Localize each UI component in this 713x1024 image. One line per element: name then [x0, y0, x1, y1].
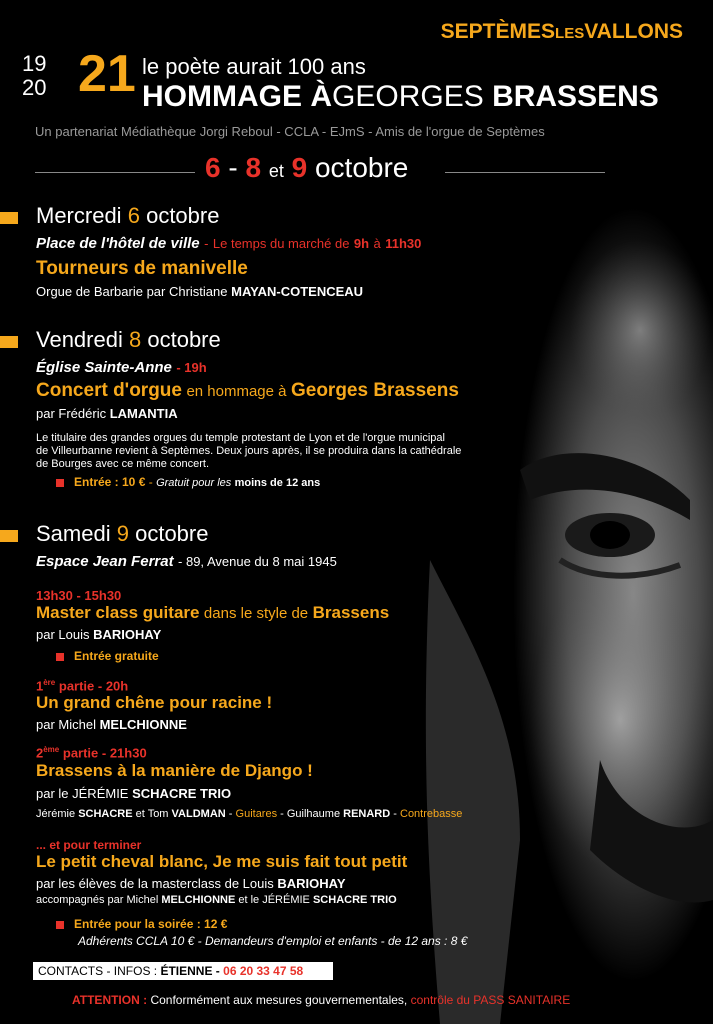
m1-pre: Jérémie — [36, 808, 76, 820]
p2-label-text: partie - 21h30 — [62, 745, 147, 761]
m-role2: Contrebasse — [400, 808, 463, 820]
attention-notice: Conformément aux mesures gouvernementales, — [150, 993, 408, 1007]
town-end: VALLONS — [584, 20, 683, 43]
attention-line — [72, 993, 570, 1007]
contact-name: ÉTIENNE - — [160, 964, 220, 978]
mc-title-line — [36, 603, 389, 623]
fri-entry-sep: - — [148, 475, 153, 489]
p1-by-name: MELCHIONNE — [99, 717, 187, 732]
title-hommage: HOMMAGE — [142, 80, 302, 113]
fri-description — [36, 432, 476, 471]
wed-place: Place de l'hôtel de ville — [36, 235, 200, 252]
p2-label — [36, 745, 147, 760]
p2-by-name: SCHACRE TRIO — [132, 786, 232, 801]
date-month: octobre — [314, 152, 409, 183]
town-start: SEPTÈMES — [440, 20, 556, 43]
year-top: 19 — [22, 51, 47, 76]
acc-name1: MELCHIONNE — [161, 894, 236, 906]
end-label: ... et pour terminer — [36, 838, 142, 852]
title-a: À — [310, 80, 333, 113]
m1-and: et Tom — [135, 808, 169, 820]
p1-by — [36, 717, 187, 732]
fri-by-name: LAMANTIA — [109, 406, 178, 421]
fri-free-pre: Gratuit pour les — [156, 477, 232, 489]
fri-place-line — [36, 359, 207, 377]
divider-left — [35, 172, 195, 173]
m-sep1: - — [228, 808, 233, 820]
sat-month: octobre — [135, 521, 209, 546]
wed-month: octobre — [146, 203, 220, 228]
fri-desc-1: Le titulaire des grandes orgues du temple protestant de Lyon et de l'orgue municipal — [36, 432, 445, 444]
fri-entry-price: Entrée : 10 € — [74, 475, 146, 489]
date-8: 8 — [245, 152, 262, 183]
fri-desc-3: de Bourges avec ce même concert. — [36, 458, 210, 470]
eve-entry — [56, 917, 227, 931]
contact-phone: 06 20 33 47 58 — [223, 964, 304, 978]
fri-time: - 19h — [176, 360, 207, 375]
p1-label — [36, 678, 128, 693]
eve-entry-text: Entrée pour la soirée : 12 € — [74, 917, 228, 931]
sat-address: - 89, Avenue du 8 mai 1945 — [178, 554, 337, 569]
p2-by — [36, 786, 231, 801]
p1-by-pre: par Michel — [36, 717, 96, 732]
sat-day-num: 9 — [116, 521, 129, 546]
wed-desc — [36, 284, 363, 299]
mc-entry-bullet — [56, 653, 64, 661]
date-et: et — [268, 161, 284, 181]
p1-num: 1 — [36, 678, 44, 694]
header-title — [142, 80, 659, 114]
mc-by — [36, 627, 161, 642]
m3-name: RENARD — [343, 808, 391, 820]
year-bottom: 20 — [22, 75, 47, 100]
end-by-pre: par les élèves de la masterclass de Louis — [36, 876, 274, 891]
wed-day-num: 6 — [127, 203, 140, 228]
fri-place: Église Sainte-Anne — [36, 359, 172, 376]
p2-sup: ème — [43, 745, 60, 754]
dates-headline — [205, 152, 408, 184]
mc-title: Master class guitare — [36, 603, 200, 622]
mc-title-end: Brassens — [312, 603, 390, 622]
mc-title-mid: dans le style de — [203, 605, 309, 622]
divider-right — [445, 172, 605, 173]
p2-musicians — [36, 808, 462, 820]
fri-day-num: 8 — [128, 327, 142, 352]
sat-place-line — [36, 553, 337, 571]
fri-marker — [0, 336, 18, 348]
date-6: 6 — [205, 152, 221, 183]
sat-marker — [0, 530, 18, 542]
m1-name: SCHACRE — [78, 808, 133, 820]
end-by-name: BARIOHAY — [277, 876, 346, 891]
date-dash: - — [228, 152, 238, 183]
wed-time-pre: Le temps du marché de — [212, 236, 350, 251]
eve-detail: Adhérents CCLA 10 € - Demandeurs d'emploi et enfants - de 12 ans : 8 € — [78, 934, 468, 948]
date-9: 9 — [291, 152, 308, 183]
fri-title: Concert d'orgue — [36, 380, 182, 401]
mc-entry — [56, 649, 159, 663]
end-accompanied — [36, 894, 397, 906]
p2-by-pre: par le JÉRÉMIE — [36, 786, 129, 801]
m-sep3: - — [393, 808, 397, 820]
fri-day-name: Vendredi — [36, 327, 123, 352]
town-name — [441, 20, 683, 44]
wed-time-end: 11h30 — [385, 236, 422, 251]
sat-day-name: Samedi — [36, 521, 111, 546]
mc-by-name: BARIOHAY — [93, 627, 162, 642]
attention-label: ATTENTION : — [72, 993, 148, 1007]
m-role1: Guitares — [235, 808, 278, 820]
year-stack — [22, 52, 46, 100]
mc-entry-text: Entrée gratuite — [74, 649, 159, 663]
wed-title: Tourneurs de manivelle — [36, 258, 248, 279]
sat-place: Espace Jean Ferrat — [36, 553, 174, 570]
contacts-box — [33, 962, 333, 980]
fri-entry-bullet — [56, 479, 64, 487]
title-georges: GEORGES — [332, 80, 484, 113]
eve-entry-bullet — [56, 921, 64, 929]
header-subtitle: le poète aurait 100 ans — [142, 54, 366, 79]
fri-title-line — [36, 380, 459, 402]
p1-label-text: partie - 20h — [58, 678, 129, 694]
mc-by-pre: par Louis — [36, 627, 90, 642]
fri-title-end: Georges Brassens — [290, 380, 459, 401]
attention-pass: contrôle du PASS SANITAIRE — [410, 993, 571, 1007]
end-title: Le petit cheval blanc, Je me suis fait tout petit — [36, 852, 408, 871]
wed-desc-name: MAYAN-COTENCEAU — [231, 284, 364, 299]
wed-time-start: 9h — [353, 236, 370, 251]
title-brassens: BRASSENS — [492, 80, 659, 113]
contacts-label: CONTACTS - INFOS : — [38, 964, 158, 978]
fri-desc-2: de Villeurbanne revient à Septèmes. Deux jours après, il se produira dans la cathédrale — [36, 445, 462, 457]
m2-name: VALDMAN — [171, 808, 226, 820]
wed-day — [36, 203, 219, 229]
town-small: LES — [555, 25, 585, 42]
p1-title: Un grand chêne pour racine ! — [36, 693, 273, 712]
end-by — [36, 876, 346, 891]
wed-time-mid: à — [373, 236, 381, 251]
wed-sep: - — [204, 236, 209, 251]
acc-mid: et le JÉRÉMIE — [238, 894, 310, 906]
year-big: 21 — [78, 45, 136, 103]
fri-by-pre: par Frédéric — [36, 406, 107, 421]
sat-day — [36, 521, 208, 547]
acc-name2: SCHACRE TRIO — [312, 894, 397, 906]
fri-free-end: moins de 12 ans — [234, 477, 321, 489]
p1-sup: ère — [43, 678, 56, 687]
fri-month: octobre — [147, 327, 221, 352]
acc-pre: accompagnés par Michel — [36, 894, 159, 906]
fri-entry — [56, 475, 320, 489]
wed-place-line — [36, 235, 421, 253]
fri-by — [36, 406, 178, 421]
wed-desc-pre: Orgue de Barbarie par Christiane — [36, 284, 228, 299]
partners-line: Un partenariat Médiathèque Jorgi Reboul - CCLA - EJmS - Amis de l'orgue de Septèmes — [35, 124, 545, 139]
mc-time: 13h30 - 15h30 — [36, 588, 122, 603]
fri-day — [36, 327, 221, 353]
wed-day-name: Mercredi — [36, 203, 122, 228]
fri-title-mid: en hommage à — [186, 383, 287, 400]
wed-marker — [0, 212, 18, 224]
p2-num: 2 — [36, 745, 44, 761]
m-sep2: - Guilhaume — [280, 808, 341, 820]
p2-title: Brassens à la manière de Django ! — [36, 761, 313, 780]
